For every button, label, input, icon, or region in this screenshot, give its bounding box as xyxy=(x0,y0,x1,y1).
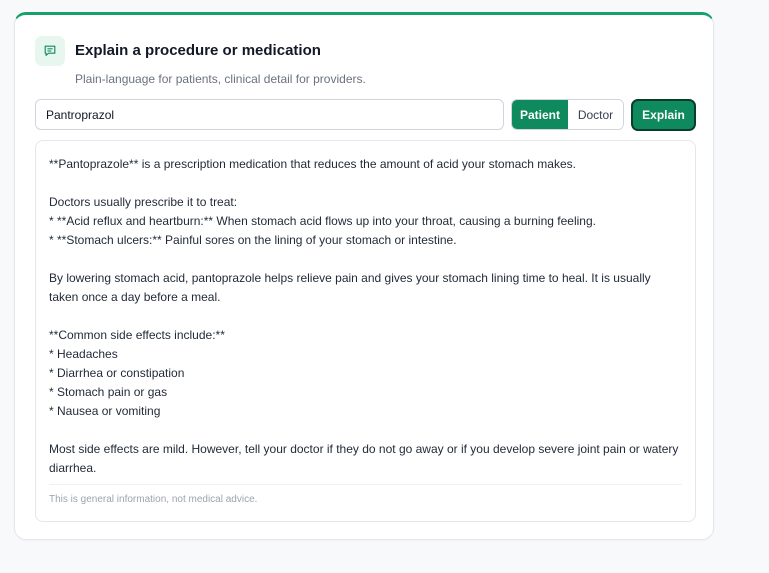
result-line: * **Acid reflux and heartburn:** When stomach acid flows up into your throat, causing a burning feeling. xyxy=(49,214,596,228)
result-line: * Nausea or vomiting xyxy=(49,404,161,418)
result-line: * **Stomach ulcers:** Painful sores on the lining of your stomach or intestine. xyxy=(49,233,457,247)
result-line: * Diarrhea or constipation xyxy=(49,366,185,380)
result-line: * Stomach pain or gas xyxy=(49,385,168,399)
result-line xyxy=(49,307,679,326)
audience-option-patient[interactable]: Patient xyxy=(512,100,568,129)
result-line: By lowering stomach acid, pantoprazole helps relieve pain and gives your stomach lining time to heal. It is usually taken once a day before a meal. xyxy=(49,271,651,304)
audience-option-doctor[interactable]: Doctor xyxy=(568,100,623,129)
explain-button[interactable]: Explain xyxy=(631,99,696,131)
audience-toggle xyxy=(511,99,624,130)
result-line xyxy=(49,421,679,440)
page-subtitle: Plain-language for patients, clinical detail for providers. xyxy=(75,72,366,86)
divider xyxy=(49,484,682,485)
search-input[interactable] xyxy=(35,99,504,130)
result-line: **Pantoprazole** is a prescription medication that reduces the amount of acid your stomach makes. xyxy=(49,157,576,171)
card-header xyxy=(35,36,693,90)
result-line xyxy=(49,174,679,193)
explain-card xyxy=(14,12,714,540)
message-square-icon xyxy=(35,36,65,66)
result-line xyxy=(49,250,679,269)
result-panel xyxy=(35,140,696,522)
result-line: **Common side effects include:** xyxy=(49,328,225,342)
result-line: Most side effects are mild. However, tell your doctor if they do not go away or if you develop severe joint pain or watery diarrhea. xyxy=(49,442,679,475)
result-line: Doctors usually prescribe it to treat: xyxy=(49,195,238,209)
result-text xyxy=(49,155,679,478)
result-line: * Headaches xyxy=(49,347,118,361)
page-title: Explain a procedure or medication xyxy=(75,42,321,59)
disclaimer-text: This is general information, not medical advice. xyxy=(49,494,258,505)
